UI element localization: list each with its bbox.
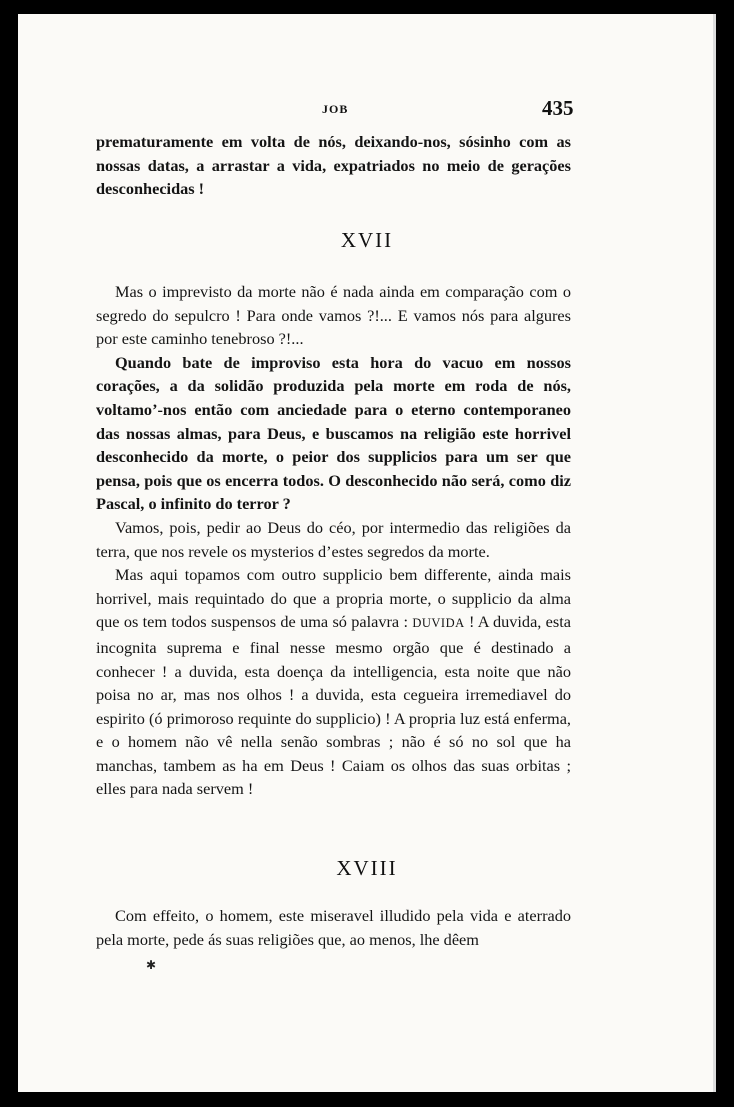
section-heading-xviii: XVIII [336,856,398,880]
paragraph-4-start: Mas aqui topamos com outro supplicio bem differente, ainda mais horrivel, mais requintado do que a propria morte, o supplicio da alma que os tem todos suspensos de uma só palavra : [96,565,571,632]
book-page [18,14,716,1092]
page-header [18,96,716,120]
intro-paragraph [96,130,571,201]
paragraph-2: Quando bate de improviso esta hora do vacuo em nossos corações, a da solidão produzida pela morte em roda de nós, voltamo’-nos então com anciedade para o eterno contemporaneo das nossas almas, para Deus, e buscamos na religião este horrivel desconhecido da morte, o peior dos supplicios para um ser que pensa, pois que os encerra todos. O desconhecido não será, como diz Pascal, o infinito do terror ? [96,352,571,514]
intro-paragraph-text: prematuramente em volta de nós, deixando-nos, sósinho com as nossas datas, a arrastar a vida, expatriados no meio de gerações desconhecidas ! [96,132,571,199]
paragraph-4 [96,563,571,801]
duvida-smallcaps: DUVIDA [412,616,465,631]
paragraph-1: Mas o imprevisto da morte não é nada ainda em comparação com o segredo do sepulcro ! Para onde vamos ?!... E vamos nós para algures por este caminho tenebroso ?!... [96,282,571,349]
paragraph-4-end: ! A duvida, esta incognita suprema e final nesse mesmo orgão que é destinado a conhecer ! a duvida, esta doença da intelligencia, esta noite que não poisa no ar, mas nos olhos ! a duvida, esta cegueira irremediavel do espirito (ó primoroso requinte do supplicio) ! A propria luz está enferma, e o homem não vê nella senão sombras ; não é só no sol que ha manchas, tambem as ha em Deus ! Caiam os olhos das suas orbitas ; elles para nada servem ! [96,612,571,799]
section-xvii-body [96,280,571,801]
scan-edge [713,14,716,1092]
paragraph-5: Com effeito, o homem, este miseravel illudido pela vida e aterrado pela morte, pede ás suas religiões que, ao menos, lhe dêem [96,906,571,949]
running-title: JOB [322,102,349,116]
paragraph-3: Vamos, pois, pedir ao Deus do céo, por intermedio das religiões da terra, que nos revele os mysterios d’estes segredos da morte. [96,517,571,561]
footer-mark: ✱ [146,958,157,972]
section-heading-xvii: XVII [340,228,394,252]
page-number: 435 [542,96,574,120]
section-xviii-body [96,904,571,951]
